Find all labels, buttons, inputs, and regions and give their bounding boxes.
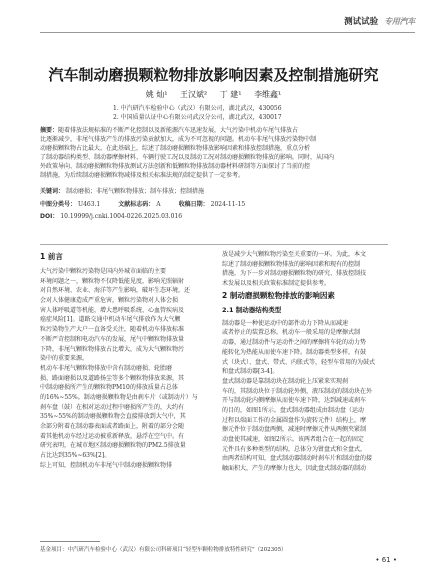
- text-line: 术发展以及相关政策标准制定提供参考。: [222, 280, 331, 288]
- doi: [40, 211, 182, 220]
- page-number: • 61 •: [375, 556, 397, 564]
- text-line: 占比达到35%~63%[2]。: [40, 452, 111, 460]
- text-line: 元件具有多种类型的结构，总体分为钳盘式和全盘式，: [222, 445, 367, 453]
- text-line: 的目的，如图1所示。盘式制动器组成由制动盘（运动: [222, 406, 364, 414]
- running-header: [344, 14, 415, 28]
- header-rule: [40, 32, 415, 33]
- text-line: 不断严苛控制和电动汽车的发展，尾气中颗粒物排放量: [40, 335, 185, 343]
- text-line: 中制动磨损所产生的颗粒物PM10的排放质量占总体: [40, 384, 178, 392]
- received-date: 2024-11-15: [210, 201, 246, 208]
- author: 李维鑫¹: [254, 90, 282, 99]
- text-line: 下降，非尾气颗粒物排放占比增大，成为大气颗粒物污: [40, 345, 185, 353]
- text-line: 车的，其制动块位于制动轮外侧，液压制动的制动块在外: [222, 387, 373, 395]
- text-line: 式（块式）、盘式、带式、内胀式等，轻型车常用的为鼓式: [222, 358, 376, 366]
- abstract-line: 摘要：随着排放法规标准的不断严化控制以及新能源汽车迅速发展，大气污染中机动车尾气排放占: [40, 127, 299, 134]
- doc-code-value: A: [156, 201, 161, 208]
- text-line: 综述了制动磨损颗粒物排放的影响因素和现有的控制: [222, 260, 361, 268]
- abstract-line: 制措施，为后续制动磨损颗粒物减排及相关标准法规的制定提供了一定参考。: [40, 172, 245, 179]
- keywords-label: 关键词：: [40, 188, 65, 195]
- text-line: 或者停止的装置总称。机动车一般采用的是摩擦式制: [222, 329, 361, 337]
- author: 姚 灿¹: [145, 90, 168, 99]
- text-line: 开与制动轮内侧摩擦从而使车速下降，达到减速或刹车: [222, 397, 367, 405]
- footnote-rule: [40, 541, 100, 542]
- text-line: 过程以端面工作的金属圆盘作为旋转元件）结构上，摩: [222, 416, 367, 424]
- text-line: 粒污染物生产大户一直备受关注，随着机动车排放标准: [40, 326, 185, 334]
- text-line: 会对人体健康造成严重危害，颗粒污染物对人体会损: [40, 297, 179, 305]
- keywords-value: 制动磨损；非尾气颗粒物排放；制车排放；控制措施: [66, 188, 205, 195]
- text-line: 35%~55%的制动磨损颗粒物会直接排放到大气中，其: [40, 413, 186, 421]
- keywords: [40, 186, 204, 195]
- doi-label: DOI：: [40, 213, 59, 220]
- abstract: [40, 126, 388, 180]
- received-label: 收稿日期：: [178, 201, 209, 208]
- text-line: 动器，通过制动件与运动件之间的摩擦将车轮的动力势: [222, 339, 367, 347]
- text-line: 染中的重要来源。: [40, 355, 89, 363]
- text-line: 盘式制动器是靠制动块在制动轮上压紧来实现刹: [222, 377, 349, 385]
- text-line: 触面积大，产生的摩擦力也大，因此盘式制动器的制动: [222, 465, 367, 473]
- divider: [40, 244, 388, 245]
- text-line: 机动车非尾气颗粒物排放中含有制动磨损、轮胎磨: [40, 364, 173, 372]
- text-line: 损、路面磨损以及道路扬尘等多个颗粒物排放来源，其: [40, 374, 185, 382]
- left-column: [40, 250, 208, 470]
- text-line: 制动器是一种使运动中的部件动力下降从而减速: [222, 319, 349, 327]
- section-tag: 测试试验: [344, 17, 379, 27]
- abstract-line: 外政策导向、制动磨损颗粒物排放测试方法创新和低颗粒物排放制动器材料研制等方面探讨了当前的控: [40, 163, 311, 170]
- section-heading: 1 前言: [40, 252, 63, 261]
- doc-code-label: 文献标志码：: [118, 201, 155, 208]
- classification: [40, 199, 245, 208]
- author: 王汉斌²: [180, 90, 208, 99]
- subsection-heading: 2.1 制动器结构类型: [222, 305, 282, 314]
- text-line: 大气污染中颗粒污染物是国内外城市面临的主要: [40, 268, 167, 275]
- doi-value: 10.19999/j.cnki.1004-0226.2025.03.016: [60, 213, 183, 220]
- text-line: 擦元件位于制动盘两侧，减速时摩擦元件从两侧夹紧制: [222, 426, 367, 434]
- text-line: 放是减少大气颗粒物污染至关重要的一环。为此，本文: [222, 251, 367, 258]
- text-line: 能转化为热能从而使车速下降。制动器类型多样，有鼓: [222, 348, 367, 356]
- text-line: 措施，为下一步对制动磨损颗粒物的研究、排放控制技: [222, 270, 367, 278]
- text-line: 着其他机动车经过运动被重新释放，悬浮在空气中。有: [40, 432, 185, 440]
- text-line: 环境问题之一，颗粒物不仅降低能见度，影响光照辐射: [40, 277, 185, 285]
- text-line: 的16%~55%。制动磨损颗粒物是由刹车片（或制动片）与: [40, 393, 198, 401]
- text-line: 综上可知，控制机动车非尾气中制动磨损颗粒物排: [40, 461, 173, 469]
- abstract-line: 动磨损颗粒物占比最大。在此基础上，综述了制动磨损颗粒物排放影响因素和排放控制措施，重点分析: [40, 145, 311, 152]
- clc-label: 中图分类号：: [40, 201, 77, 208]
- abstract-line: 了制动器结构类型、制动器摩擦材料、车辆行驶工况以及制动工况对制动磨损颗粒物排放的影响。同时，从国内: [40, 154, 335, 161]
- abstract-label: 摘要：: [40, 127, 59, 134]
- text-line: 研究表明，在城市地区制动磨损颗粒物的PM2.5排放量: [40, 442, 186, 450]
- text-line: 由两者结构可知，盘式制动器制动时刹车片和制动盘的接: [222, 455, 373, 463]
- author: 丁 建¹: [219, 90, 242, 99]
- text-line: 对自然环境、农业、海洋等产生影响，破坏生态环境，还: [40, 287, 191, 295]
- section-heading: 2 制动磨损颗粒物排放的影响因素: [222, 290, 335, 300]
- right-column: [222, 250, 390, 474]
- journal-logo: 专用汽车: [384, 16, 415, 26]
- text-line: 害人体呼吸道等机能，增大患呼吸系统、心血管疾病及: [40, 306, 185, 314]
- text-line: 余部分附着在制动器表面或者路面上，附着的部分会随: [40, 423, 185, 430]
- paper-title: 汽车制动磨损颗粒物排放影响因素及控制措施研究: [48, 66, 379, 84]
- affiliation: 2. 中国质量认证中心有限公司武汉分公司，湖北武汉，430017: [113, 114, 282, 121]
- text-line: 刹车盘（鼓）在相对运动过程中磨损所产生的，大约有: [40, 403, 185, 411]
- text-line: 动盘使其减速，如图2所示。该两者组合在一起的固定: [222, 436, 364, 443]
- text-line: 癌症风险[1]。道路交通中机动车尾气排放作为大气颗: [40, 316, 181, 324]
- text-line: 和盘式制动器[3-4]。: [222, 368, 279, 376]
- clc-value: U463.1: [78, 201, 101, 208]
- abstract-line: 比逐渐减少，非尾气排放产生的排放污染贡献加大，成为不可忽视的问题。机动车非尾气排放污染物中制: [40, 136, 317, 143]
- funding-footnote: 基金项目：中汽研汽车检验中心（武汉）有限公司科研项目“轻型车颗粒物排放特性研究”（202305）: [40, 547, 287, 553]
- affiliation: 1. 中汽研汽车检验中心（武汉）有限公司，湖北武汉，430056: [113, 105, 282, 112]
- author-list: [0, 89, 427, 100]
